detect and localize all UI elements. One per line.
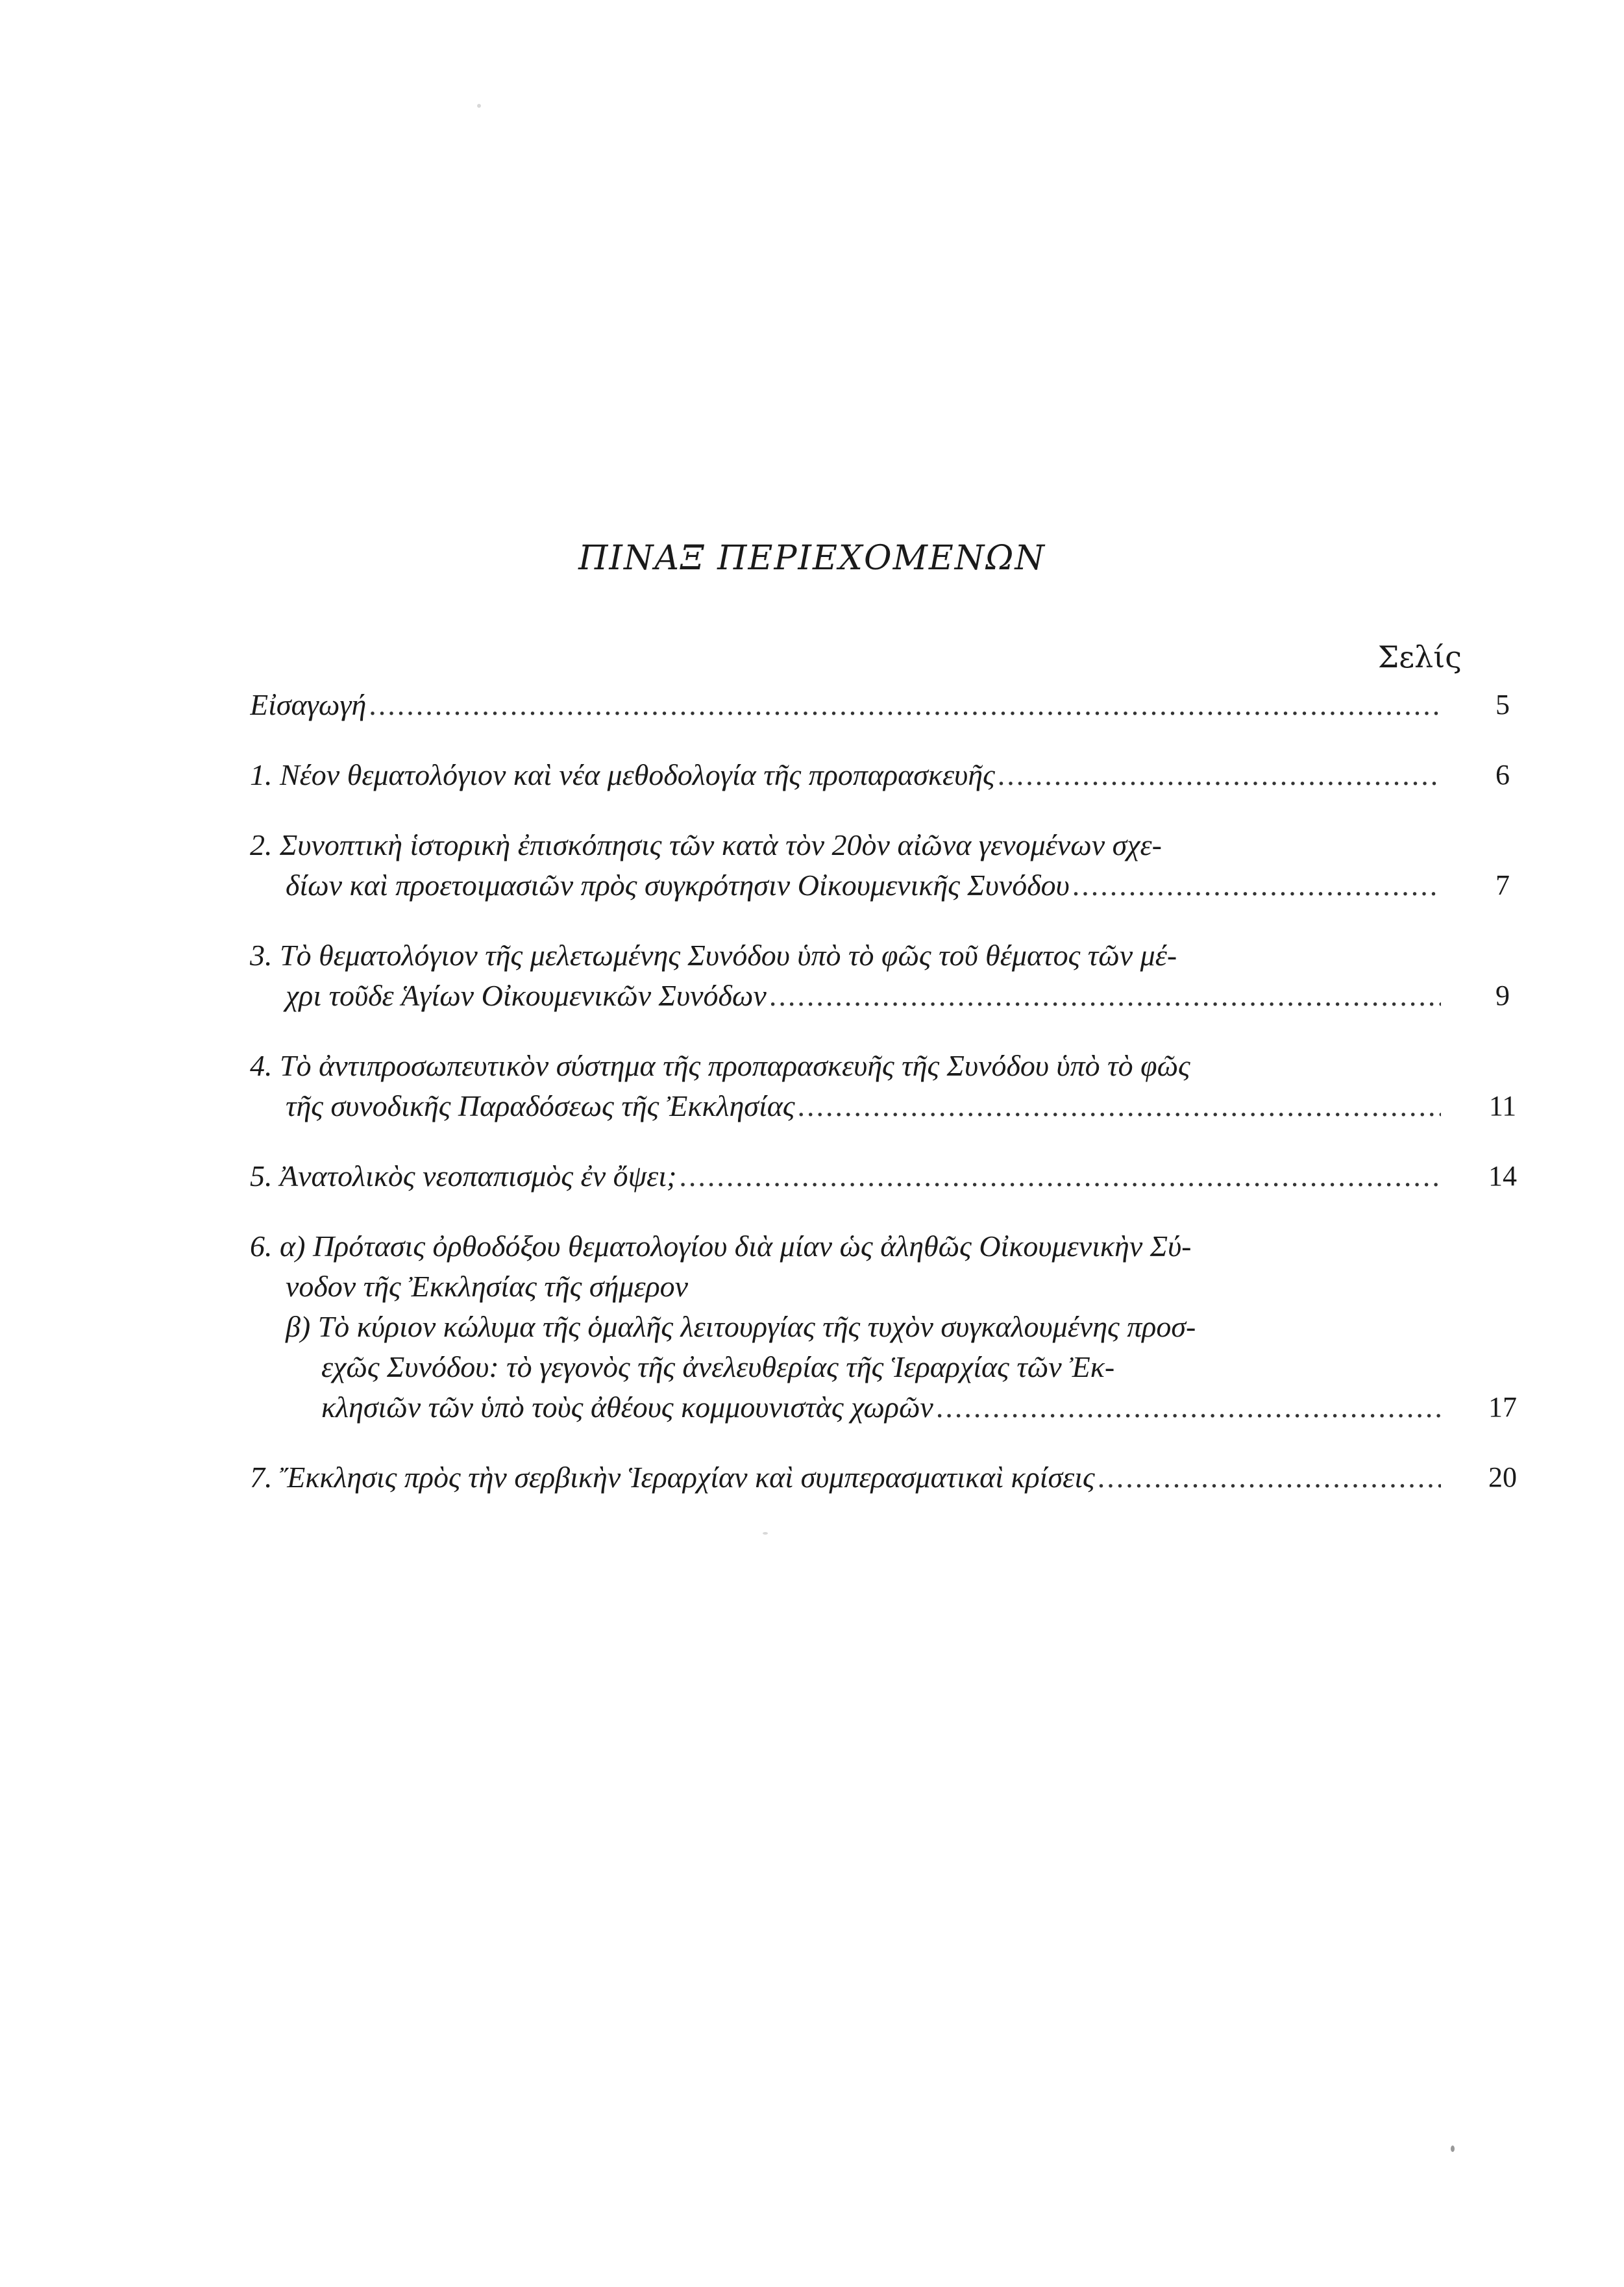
toc-entry-text: 3. Τὸ θεματολόγιον τῆς μελετωμένης Συνόδου ὑπὸ τὸ φῶς τοῦ θέματος τῶν μέ- (250, 939, 1177, 972)
toc-entry-text: β) Τὸ κύριον κώλυμα τῆς ὁμαλῆς λειτουργίας τῆς τυχὸν συγκαλουμένης προσ- (286, 1310, 1196, 1343)
table-of-contents (250, 685, 1517, 1527)
leader-dots (933, 1387, 1441, 1428)
leader-dots (676, 1156, 1441, 1196)
toc-page-number: 11 (1488, 1090, 1517, 1122)
leader-dots (1095, 1457, 1441, 1498)
toc-page-number: 5 (1495, 689, 1510, 721)
toc-entry-4 (250, 1046, 1517, 1126)
scan-speck (477, 104, 481, 108)
toc-entry-text: 4. Τὸ ἀντιπροσωπευτικὸν σύστημα τῆς προπαρασκευῆς τῆς Συνόδου ὑπὸ τὸ φῶς (250, 1049, 1190, 1082)
toc-entry-text: νοδον τῆς Ἐκκλησίας τῆς σήμερον (286, 1270, 689, 1303)
toc-entry-text: χρι τοῦδε Ἁγίων Οἰκουμενικῶν Συνόδων (286, 979, 767, 1012)
toc-entry-text: 1. Νέον θεματολόγιον καὶ νέα μεθοδολογία τῆς προπαρασκευῆς (250, 758, 995, 791)
toc-entry-2 (250, 825, 1510, 906)
leader-dots (995, 755, 1441, 795)
leader-dots (795, 1086, 1441, 1126)
toc-entry-introduction (250, 685, 1510, 725)
leader-dots (1070, 865, 1441, 906)
toc-entry-text: 2. Συνοπτικὴ ἱστορικὴ ἐπισκόπησις τῶν κατὰ τὸν 20ὸν αἰῶνα γενομένων σχε- (250, 828, 1162, 861)
toc-entry-text: 6. α) Πρότασις ὀρθοδόξου θεματολογίου διὰ μίαν ὡς ἀληθῶς Οἰκουμενικὴν Σύ- (250, 1230, 1192, 1263)
leader-dots (767, 976, 1441, 1016)
toc-entry-text: 5. Ἀνατολικὸς νεοπαπισμὸς ἐν ὄψει; (250, 1159, 677, 1193)
toc-entry-7 (250, 1457, 1517, 1498)
toc-page-number: 7 (1495, 869, 1510, 901)
toc-page-number: 20 (1488, 1461, 1517, 1493)
toc-entry-1 (250, 755, 1510, 795)
toc-entry-text: 7. Ἔκκλησις πρὸς τὴν σερβικὴν Ἱεραρχίαν καὶ συμπερασματικαὶ κρίσεις (250, 1461, 1095, 1494)
toc-page-number: 17 (1488, 1391, 1517, 1423)
toc-entry-text: τῆς συνοδικῆς Παραδόσεως τῆς Ἐκκλησίας (286, 1089, 795, 1122)
toc-entry-6 (250, 1226, 1517, 1428)
page-title: ΠΙΝΑΞ ΠΕΡΙΕΧΟΜΕΝΩΝ (578, 539, 1046, 578)
toc-entry-5 (250, 1156, 1517, 1196)
scan-speck (1451, 2145, 1455, 2152)
toc-page-number: 6 (1495, 759, 1510, 791)
toc-entry-text: δίων καὶ προετοιμασιῶν πρὸς συγκρότησιν Οἰκουμενικῆς Συνόδου (286, 869, 1070, 902)
toc-entry-text: εχῶς Συνόδου: τὸ γεγονὸς τῆς ἀνελευθερίας τῆς Ἱεραρχίας τῶν Ἐκ- (321, 1350, 1115, 1383)
toc-entry-text: Εἰσαγωγή (250, 688, 367, 721)
toc-entry-text: κλησιῶν τῶν ὑπὸ τοὺς ἀθέους κομμουνιστὰς χωρῶν (321, 1391, 933, 1424)
page-column-label: Σελίς (1377, 639, 1462, 674)
scan-speck (763, 1532, 768, 1535)
toc-entry-3 (250, 935, 1510, 1016)
leader-dots (366, 685, 1441, 725)
toc-page-number: 14 (1488, 1160, 1517, 1192)
toc-page-number: 9 (1495, 980, 1510, 1011)
